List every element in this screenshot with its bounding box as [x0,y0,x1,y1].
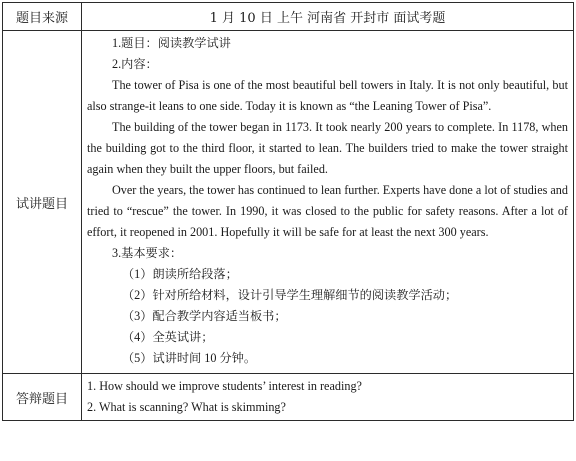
passage-paragraph-2: The building of the tower began in 1173. It took nearly 200 years to complete. In 1178, when the building got to the third floor, it started to lean. The builders tried to make the tower straight again when they built the upper floors, but failed. [87,120,568,176]
source-label: 题目来源 [3,3,82,31]
defense-question-1: 1. How should we improve students’ interest in reading? [87,379,362,393]
source-value: 1 月 10 日 上午 河南省 开封市 面试考题 [82,3,574,31]
passage-paragraph-1: The tower of Pisa is one of the most beautiful bell towers in Italy. It is not only beautiful, but also strange-it leans to one side. Today it is known as “the Leaning Tower of Pisa”. [87,78,568,113]
defense-row [3,374,574,421]
topic-row [3,31,574,374]
defense-label: 答辩题目 [3,374,82,421]
content-label: 2.内容： [112,57,158,71]
requirement-item: （1）朗读所给段落； [122,267,238,281]
topic-title: 1.题目：阅读教学试讲 [112,36,231,50]
topic-content [82,31,574,374]
requirement-item: （4）全英试讲； [122,330,214,344]
requirements-label: 3.基本要求： [112,246,183,260]
defense-question-2: 2. What is scanning? What is skimming? [87,400,286,414]
exam-table [2,2,574,421]
topic-label: 试讲题目 [3,31,82,374]
source-row [3,3,574,31]
requirement-item: （5）试讲时间 10 分钟。 [122,351,257,365]
defense-questions [82,374,574,421]
requirement-item: （2）针对所给材料，设计引导学生理解细节的阅读教学活动； [122,288,458,302]
requirement-item: （3）配合教学内容适当板书； [122,309,287,323]
passage-paragraph-3: Over the years, the tower has continued to lean further. Experts have done a lot of studies and tried to “rescue” the tower. In 1990, it was closed to the public for safety reasons. After a lot of effort, it reopened in 2001. Hopefully it will be safe for at least the next 300 years. [87,183,568,239]
